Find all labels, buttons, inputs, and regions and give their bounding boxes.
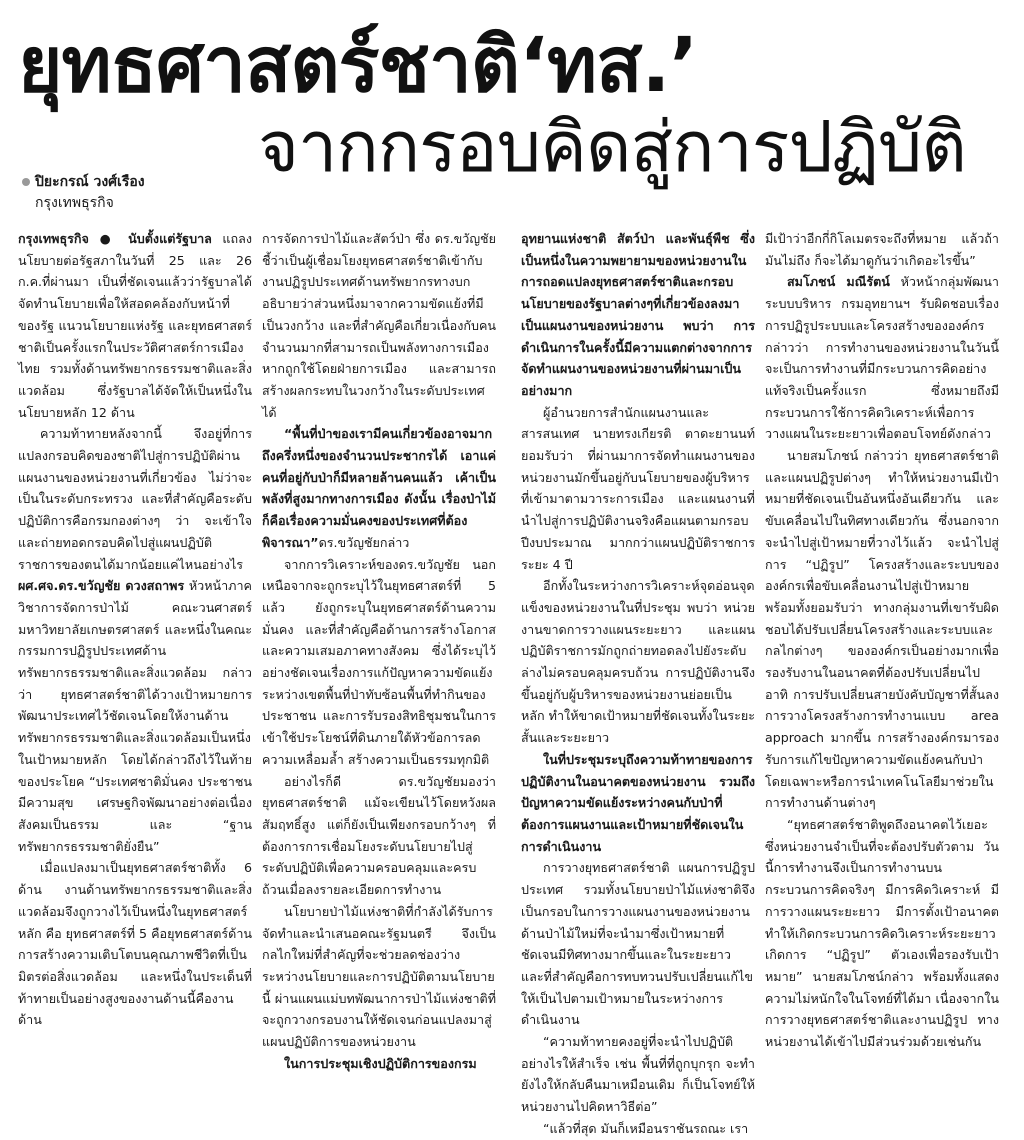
paragraph	[262, 901, 496, 1053]
paragraph	[521, 402, 755, 576]
headline-line1: ยุทธศาสตร์ชาติ‘ทส.’	[18, 20, 698, 109]
paragraph	[521, 228, 755, 402]
headline-line2: จากกรอบคิดสู่การปฏิบัติ	[258, 106, 966, 188]
paragraph-text: อีกทั้งในระหว่างการวิเคราะห์จุดอ่อนจุดแข็งของหน่วยงานในที่ประชุม พบว่า หน่วยงานขาดการวางแผนระยะยาว และแผนปฏิบัติราชการมักถูกถ่ายทอดลงไปยังระดับล่างไม่ครอบคลุมครบถ้วน การปฏิบัติงานจึงขึ้นอยู่กับผู้บริหารของหน่วยงานย่อยเป็นหลัก ทำให้ขาดเป้าหมายที่ชัดเจนทั้งในระยะสั้นและระยะยาว	[521, 578, 755, 746]
paragraph-text: “ความท้าทายคงอยู่ที่จะนำไปปฏิบัติอย่างไรให้สำเร็จ เช่น พื้นที่ที่ถูกบุกรุก จะทำยังไงให้กลับคืนมาเหมือนเดิม ก็เป็นโจทย์ให้หน่วยงานไปคิดหาวิธีต่อ”	[521, 1034, 755, 1115]
paragraph	[262, 771, 496, 901]
paragraph-lead: ในการประชุมเชิงปฏิบัติการของกรม	[284, 1055, 477, 1071]
paragraph-lead: ผศ.ศจ.ดร.ขวัญชัย ดวงสถาพร	[18, 578, 185, 594]
paragraph	[521, 575, 755, 749]
paragraph-text: “ยุทธศาสตร์ชาติพูดถึงอนาคตไว้เยอะ ซึ่งหน่วยงานจำเป็นที่จะต้องปรับตัวตาม วันนี้การทำงานจึงเป็นการทำงานบนกระบวนการคิดจริงๆ มีการคิดวิเคราะห์ มีการวางแผนระยะยาว มีการตั้งเป้าอนาคต ทำให้เกิดกระบวนการคิดวิเคราะห์ระยะยาว เกิดการ “ปฏิรูป” ตัวเองเพื่อรองรับเป้าหมาย” นายสมโภชน์กล่าว พร้อมทั้งแสดงความไม่หนักใจในโจทย์ที่ได้มา เนื่องจากในการวางยุทธศาสตร์ชาติและงานปฏิรูป ทางหน่วยงานได้เข้าไปมีส่วนร่วมด้วยเช่นกัน	[765, 816, 999, 1050]
outlet-name: กรุงเทพธุรกิจ	[35, 195, 114, 211]
paragraph-text: นโยบายป่าไม้แห่งชาติที่กำลังได้รับการจัดทำและนำเสนอคณะรัฐมนตรี จึงเป็นกลไกใหม่ที่สำคัญที่จะช่วยลดช่องว่างระหว่างนโยบายและการปฏิบัติตามนโยบายนี้ ผ่านแผนแม่บทพัฒนาการป่าไม้แห่งชาติที่จะถูกวางกรอบงานให้ชัดเจนก่อนแปลงมาสู่แผนปฏิบัติการของหน่วยงาน	[262, 903, 496, 1050]
paragraph-text: การวางยุทธศาสตร์ชาติ แผนการปฏิรูปประเทศ รวมทั้งนโยบายป่าไม้แห่งชาติจึงเป็นกรอบในการวางแผนงานของหน่วยงานด้านป่าไม้ใหม่ที่จะนำมาซึ่งเป้าหมายที่ชัดเจนมีทิศทางมากขึ้นและในระยะยาว และที่สำคัญคือการทบทวนปรับเปลี่ยนแก้ไขให้เป็นไปตามเป้าหมายในระหว่างการดำเนินงาน	[521, 860, 755, 1028]
paragraph-lead: อุทยานแห่งชาติ สัตว์ป่า และพันธุ์พืช ซึ่งเป็นหนึ่งในความพยายามของหน่วยงานในการถอดแปลงยุทธศาสตร์ชาติและกรอบนโยบายของรัฐบาลต่างๆที่เกี่ยวข้องลงมาเป็นแผนงานของหน่วยงาน พบว่า การดำเนินการในครั้งนี้มีความแตกต่างจากการจัดทำแผนงานของหน่วยงานที่ผ่านมาเป็นอย่างมาก	[521, 231, 755, 398]
paragraph-text: จากการวิเคราะห์ของดร.ขวัญชัย นอกเหนือจากจะถูกระบุไว้ในยุทธศาสตร์ที่ 5 แล้ว ยังถูกระบุในยุทธศาสตร์ด้านความมั่นคง และที่สำคัญคือด้านการสร้างโอกาสและความเสมอภาคทางสังคม ซึ่งได้ระบุไว้อย่างชัดเจนเรื่องการแก้ปัญหาความขัดแย้งระหว่างเขตพื้นที่ป่าทับซ้อนพื้นที่ทำกินของประชาชน และการรับรองสิทธิชุมชนในการเข้าใช้ประโยชน์ที่ดินภายใต้หัวข้อการลดความเหลื่อมล้ำ สร้างความเป็นธรรมทุกมิติ	[262, 556, 496, 767]
paragraph	[262, 1053, 496, 1075]
column-2	[262, 228, 496, 1071]
paragraph-text: ดร.ขวัญชัยกล่าว	[318, 534, 410, 550]
byline	[22, 172, 145, 214]
paragraph	[262, 554, 496, 771]
paragraph-text: นายสมโภชน์ กล่าวว่า ยุทธศาสตร์ชาติและแผนปฏิรูปต่างๆ ทำให้หน่วยงานมีเป้าหมายที่ชัดเจนเป็นอันหนึ่งอันเดียวกัน และขับเคลื่อนไปในทิศทางเดียวกัน ซึ่งนอกจากจะนำไปสู่เป้าหมายที่วางไว้แล้ว จะนำไปสู่การ “ปฏิรูป” โครงสร้างและระบบขององค์กรเพื่อขับเคลื่อนงานไปสู่เป้าหมาย พร้อมทั้งยอมรับว่า ทางกลุ่มงานที่เขารับผิดชอบได้ปรับเปลี่ยนโครงสร้างและระบบและกลไกต่างๆ ขององค์กรเป็นอย่างมากเพื่อรองรับงานในอนาคตที่ต้องปรับเปลี่ยนไป อาทิ การปรับเปลี่ยนสายบังคับบัญชาที่สั้นลง การวางโครงสร้างการทำงานแบบ area approach มากขึ้น การสร้างองค์กรมารองรับการแก้ไขปัญหาความขัดแย้งคนกับป่าโดยเฉพาะหรือการนำเทคโนโลยีมาช่วยในการทำงานด้านต่างๆ	[765, 448, 999, 811]
paragraph-text: อย่างไรก็ดี ดร.ขวัญชัยมองว่า ยุทธศาสตร์ชาติ แม้จะเขียนไว้โดยหวังผลสัมฤทธิ์สูง แต่ก็ยังเป็นเพียงกรอบกว้างๆ ที่ต้องการการเชื่อมโยงระดับนโยบายไปสู่ระดับปฏิบัติเพื่อความครอบคลุมและครบถ้วนเมื่อลงรายละเอียดการทำงาน	[262, 773, 496, 898]
paragraph-lead: สมโภชน์ มณีรัตน์	[787, 274, 890, 290]
paragraph	[18, 423, 252, 575]
paragraph	[18, 575, 252, 857]
column-4	[765, 228, 999, 1068]
paragraph	[765, 271, 999, 445]
paragraph-text: ความท้าทายหลังจากนี้ จึงอยู่ที่การแปลงกรอบคิดของชาติไปสู่การปฏิบัติผ่านแผนงานของหน่วยงานที่เกี่ยวข้อง ไม่ว่าจะเป็นในระดับกระทรวง และที่สำคัญคือระดับปฏิบัติการคือกรมกองต่างๆ ว่า จะเข้าใจและถ่ายทอดกรอบคิดไปสู่แผนปฏิบัติราชการของตนได้มากน้อยแค่ไหนอย่างไร	[18, 426, 252, 572]
paragraph	[262, 423, 496, 553]
paragraph	[521, 1031, 755, 1118]
paragraph	[521, 749, 755, 858]
paragraph-lead: ในที่ประชุมระบุถึงความท้าทายของการปฏิบัติงานในอนาคตของหน่วยงาน รวมถึงปัญหาความขัดแย้งระหว่างคนกับป่าที่ต้องการแผนงานและเป้าหมายที่ชัดเจนในการดำเนินงาน	[521, 751, 755, 854]
paragraph	[262, 228, 496, 423]
paragraph-text: หัวหน้ากลุ่มพัฒนาระบบบริหาร กรมอุทยานฯ รับผิดชอบเรื่องการปฏิรูประบบและโครงสร้างขององค์กร กล่าวว่า การทำงานของหน่วยงานในวันนี้จะเป็นการทำงานที่มีกระบวนการคิดอย่างแท้จริงเป็นครั้งแรก ซึ่งหมายถึงมีกระบวนการใช้การคิดวิเคราะห์เพื่อการวางแผนในระยะยาวเพื่อตอบโจทย์ดังกล่าว	[765, 274, 999, 442]
paragraph-text: มีเป้าว่าอีกกี่กิโลเมตรจะถึงที่หมาย แล้วถ้ามันไม่ถึง ก็จะได้มาดูกันว่าเกิดอะไรขึ้น”	[765, 231, 999, 268]
paragraph-text: แถลงนโยบายต่อรัฐสภาในวันที่ 25 และ 26 ก.ค.ที่ผ่านมา เป็นที่ชัดเจนแล้วว่ารัฐบาลได้จัดทำนโยบายเพื่อให้สอดคล้องกับหน้าที่ของรัฐ แนวนโยบายแห่งรัฐ และยุทธศาสตร์ชาติเป็นครั้งแรกในประวัติศาสตร์การเมืองไทย รวมทั้งด้านทรัพยากรธรรมชาติและสิ่งแวดล้อม ซึ่งรัฐบาลได้จัดให้เป็นหนึ่งในนโยบายหลัก 12 ด้าน	[18, 231, 252, 420]
paragraph-text: ผู้อำนวยการสำนักแผนงานและสารสนเทศ นายทรงเกียรติ ตาดะยานนท์ ยอมรับว่า ที่ผ่านมาการจัดทำแผนงานของหน่วยงานมักขึ้นอยู่กับนโยบายของผู้บริหารที่เข้ามาตามวาระการเมือง และแผนงานที่นำไปสู่การปฏิบัติงานจริงคือแผนตามกรอบปีงบประมาณ มากกว่าแผนปฏิบัติราชการระยะ 4 ปี	[521, 404, 755, 572]
paragraph-text: “แล้วที่สุด มันก็เหมือนราชันรถณะ เรา	[543, 1120, 749, 1136]
paragraph	[18, 857, 252, 1031]
paragraph	[765, 228, 999, 271]
paragraph-text: หัวหน้าภาควิชาการจัดการป่าไม้ คณะวนศาสตร์ มหาวิทยาลัยเกษตรศาสตร์ และหนึ่งในคณะกรรมการปฏิรูปประเทศด้านทรัพยากรธรรมชาติและสิ่งแวดล้อม กล่าวว่า ยุทธศาสตร์ชาติได้วางเป้าหมายการพัฒนาประเทศไว้ชัดเจนโดยให้งานด้านทรัพยากรธรรมชาติและสิ่งแวดล้อมเป็นหนึ่งในเป้าหมายหลัก โดยได้กล่าวถึงไว้ในท้ายของประโยค “ประเทศชาติมั่นคง ประชาชนมีความสุข เศรษฐกิจพัฒนาอย่างต่อเนื่อง สังคมเป็นธรรม และ “ฐานทรัพยากรธรรมชาติยั่งยืน”	[18, 578, 252, 854]
bullet-icon	[22, 178, 30, 186]
column-1	[18, 228, 252, 1068]
paragraph	[18, 228, 252, 423]
paragraph-text: เมื่อแปลงมาเป็นยุทธศาสตร์ชาติทั้ง 6 ด้าน งานด้านทรัพยากรธรรมชาติและสิ่งแวดล้อมจึงถูกวางไว้เป็นหนึ่งในยุทธศาสตร์หลัก คือ ยุทธศาสตร์ที่ 5 คือยุทธศาสตร์ด้านการสร้างความเติบโตบนคุณภาพชีวิตที่เป็นมิตรต่อสิ่งแวดล้อม และหนึ่งในประเด็นที่ท้าทายเป็นอย่างสูงของงานด้านนี้คืองานด้าน	[18, 860, 252, 1028]
paragraph-text: การจัดการป่าไม้และสัตว์ป่า ซึ่ง ดร.ขวัญชัย ชี้ว่าเป็นผู้เชื่อมโยงยุทธศาสตร์ชาติเข้ากับงานปฏิรูปประเทศด้านทรัพยากรทางบกอธิบายว่าส่วนหนึ่งมาจากความขัดแย้งที่มีเป็นวงกว้าง และที่สำคัญคือเกี่ยวเนื่องกับคนจำนวนมากที่สามารถเป็นพลังทางการเมืองหากถูกใช้โดยฝ่ายการเมือง และสามารถสร้างผลกระทบในวงกว้างในระดับประเทศได้	[262, 231, 496, 420]
column-3	[521, 228, 755, 1136]
author-name: ปิยะกรณ์ วงศ์เรือง	[35, 174, 145, 190]
paragraph	[765, 814, 999, 1053]
paragraph-lead: กรุงเทพธุรกิจ ● นับตั้งแต่รัฐบาล	[18, 231, 212, 246]
paragraph	[765, 445, 999, 814]
paragraph	[521, 857, 755, 1031]
paragraph	[521, 1118, 755, 1140]
paragraph-lead: “พื้นที่ป่าของเรามีคนเกี่ยวข้องอาจมากถึงครึ่งหนึ่งของจำนวนประชากรได้ เอาแค่คนที่อยู่กับป่าก็มีหลายล้านคนแล้ว เค้าเป็นพลังที่สูงมากทางการเมือง ดังนั้น เรื่องป่าไม้ก็คือเรื่องความมั่นคงของประเทศที่ต้องพิจารณา”	[262, 426, 496, 550]
